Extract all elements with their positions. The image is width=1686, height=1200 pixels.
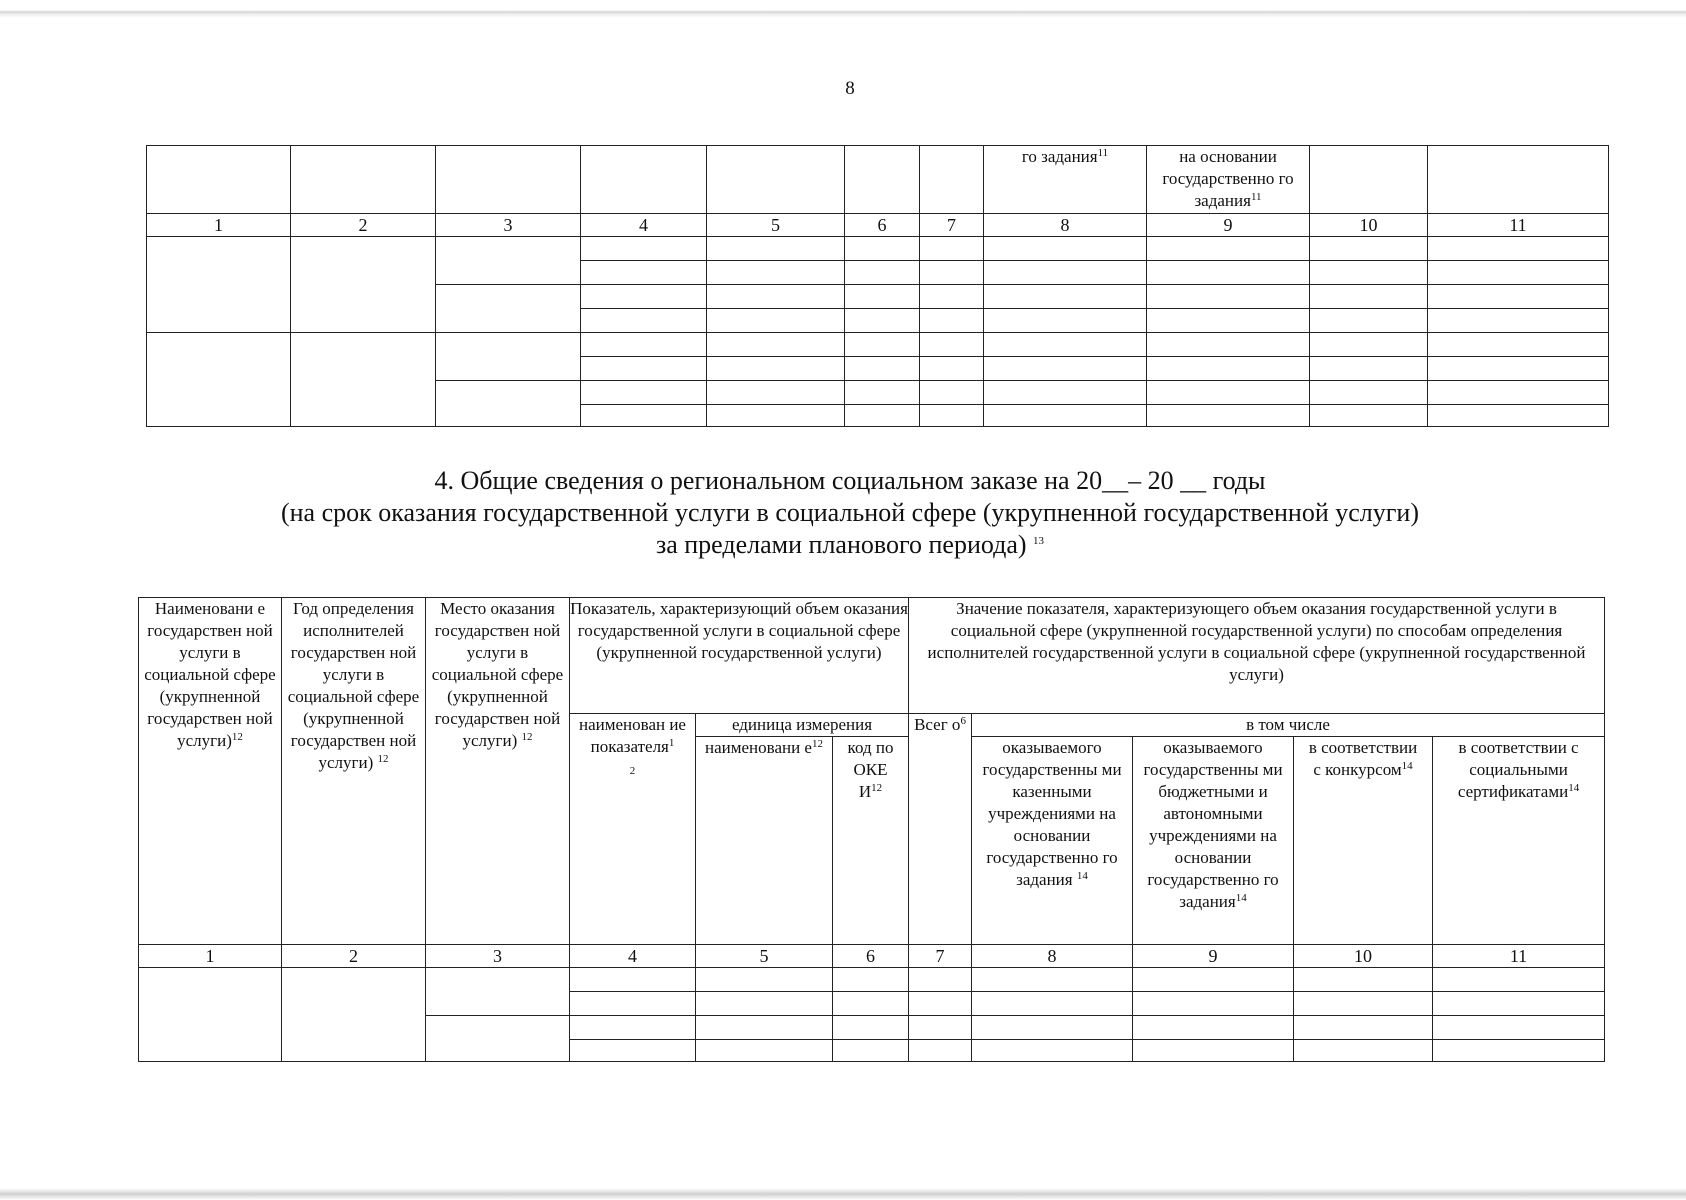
col-number: 3 xyxy=(436,214,581,237)
header-cell-9: на основании государственно го задания$^{11}$ xyxy=(1147,146,1310,214)
header-indicator-name: наименован ие показателя$^1$ 2 xyxy=(570,714,696,945)
col-number: 1 xyxy=(139,945,282,968)
header-contest: в соответствии с конкурсом$^{14}$ xyxy=(1294,737,1433,945)
section-heading xyxy=(150,465,1550,561)
col-number: 5 xyxy=(707,214,845,237)
col-number: 7 xyxy=(920,214,984,237)
col-number: 10 xyxy=(1294,945,1433,968)
col-number: 6 xyxy=(845,214,920,237)
table-social-order xyxy=(138,597,1605,1062)
table-row xyxy=(147,237,1609,261)
header-unit: единица измерения xyxy=(696,714,909,737)
table-row xyxy=(139,968,1605,992)
col-number: 8 xyxy=(972,945,1133,968)
col-number: 4 xyxy=(581,214,707,237)
table-number-row xyxy=(139,945,1605,968)
col-number: 2 xyxy=(291,214,436,237)
header-place: Место оказания государствен ной услуги в социальной сфере (укрупненной государствен ной услуги) $^{12}$ xyxy=(426,598,570,945)
col-number: 5 xyxy=(696,945,833,968)
table-top-number-row xyxy=(147,214,1609,237)
header-including: в том числе xyxy=(972,714,1605,737)
header-okei: код по ОКЕ $И^{12}$ xyxy=(833,737,909,945)
table-top xyxy=(146,145,1609,427)
col-number: 11 xyxy=(1433,945,1605,968)
header-year: Год определения исполнителей государствен ной услуги в социальной сфере (укрупненной государствен ной услуги) $^{12}$ xyxy=(282,598,426,945)
col-number: 7 xyxy=(909,945,972,968)
col-number: 1 xyxy=(147,214,291,237)
col-number: 11 xyxy=(1428,214,1609,237)
header-indicator-value: Значение показателя, характеризующего объем оказания государственной услуги в социальной сфере (укрупненной государственной услуги) по способам определения исполнителей государственной услуги в социальной сфере (укрупненной государственной услуги) xyxy=(909,598,1605,714)
section-heading-line1: 4. Общие сведения о региональном социальном заказе на 20__– 20 __ годы xyxy=(434,466,1266,495)
col-number: 4 xyxy=(570,945,696,968)
scan-edge-bottom xyxy=(0,1188,1686,1200)
table-top-header-row xyxy=(147,146,1609,214)
header-budget-institutions: оказываемого государственны ми бюджетными и автономными учреждениями на основании государственно го задания$^{14}$ xyxy=(1133,737,1294,945)
col-number: 10 xyxy=(1310,214,1428,237)
header-indicator: Показатель, характеризующий объем оказания государственной услуги в социальной сфере (укрупненной государственной услуги) xyxy=(570,598,909,714)
page-number: 8 xyxy=(845,78,855,99)
header-unit-name: наименовани $е^{12}$ xyxy=(696,737,833,945)
col-number: 6 xyxy=(833,945,909,968)
header-total: Всег $о^6$ xyxy=(909,714,972,945)
section-heading-line2: (на срок оказания государственной услуги в социальной сфере (укрупненной государственной услуги) xyxy=(280,498,1420,527)
scan-edge-top xyxy=(0,0,1686,22)
col-number: 8 xyxy=(984,214,1147,237)
table-row xyxy=(147,333,1609,357)
header-certificates: в соответствии с социальными сертификатами$^{14}$ xyxy=(1433,737,1605,945)
table-header-row-1 xyxy=(139,598,1605,714)
col-number: 9 xyxy=(1133,945,1294,968)
header-cell-8: го задания$^{11}$ xyxy=(984,146,1147,214)
col-number: 2 xyxy=(282,945,426,968)
section-heading-line3: за пределами планового периода) $^{13}$ xyxy=(655,530,1045,559)
col-number: 9 xyxy=(1147,214,1310,237)
col-number: 3 xyxy=(426,945,570,968)
header-service-name: Наименовани е государствен ной услуги в социальной сфере (укрупненной государствен ной услуги)$^{12}$ xyxy=(139,598,282,945)
header-state-institutions: оказываемого государственны ми казенными учреждениями на основании государственно го задания $^{14}$ xyxy=(972,737,1133,945)
